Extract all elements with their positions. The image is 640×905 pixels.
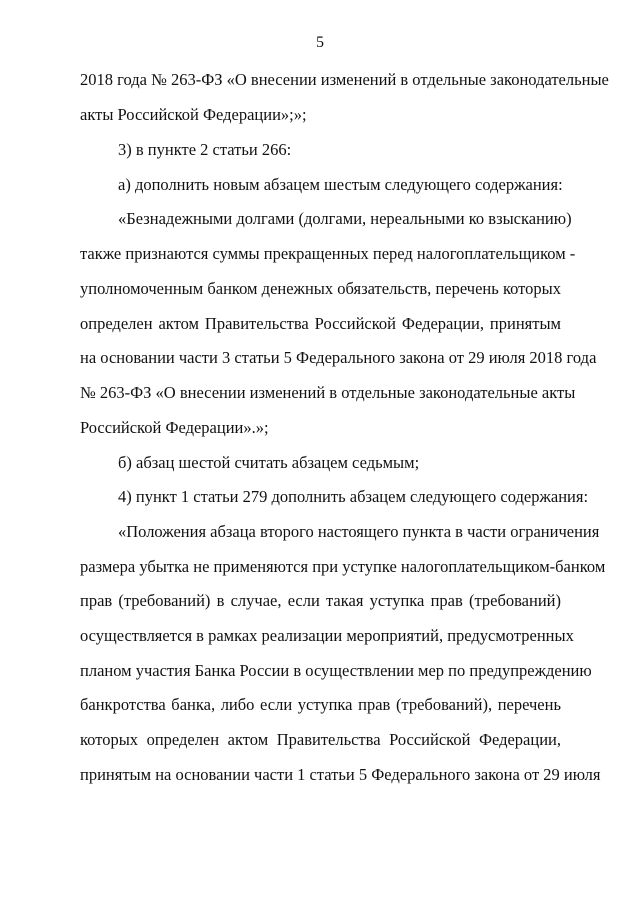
page-number: 5 xyxy=(316,34,324,51)
text-line: определен актом Правительства Российской Федерации, принятым xyxy=(80,314,561,333)
text-line: акты Российской Федерации»;»; xyxy=(80,105,307,124)
text-line: которых определен актом Правительства Российской Федерации, xyxy=(80,730,561,749)
text-line: «Положения абзаца второго настоящего пункта в части ограничения xyxy=(118,522,600,541)
text-line: № 263-ФЗ «О внесении изменений в отдельные законодательные акты xyxy=(80,383,576,402)
text-line: уполномоченным банком денежных обязательств, перечень которых xyxy=(80,279,561,298)
text-line: прав (требований) в случае, если такая уступка прав (требований) xyxy=(80,591,561,610)
text-line: планом участия Банка России в осуществлении мер по предупреждению xyxy=(80,661,592,680)
text-line: «Безнадежными долгами (долгами, нереальными ко взысканию) xyxy=(118,209,572,228)
text-line: размера убытка не применяются при уступке налогоплательщиком-банком xyxy=(80,557,606,576)
text-line: банкротства банка, либо если уступка прав (требований), перечень xyxy=(80,695,561,714)
text-line: 2018 года № 263-ФЗ «О внесении изменений в отдельные законодательные xyxy=(80,70,609,89)
text-line: а) дополнить новым абзацем шестым следующего содержания: xyxy=(118,175,563,194)
text-line: также признаются суммы прекращенных перед налогоплательщиком - xyxy=(80,244,576,263)
text-line: 3) в пункте 2 статьи 266: xyxy=(118,140,292,159)
text-line: принятым на основании части 1 статьи 5 Федерального закона от 29 июля xyxy=(80,765,601,784)
text-line: 4) пункт 1 статьи 279 дополнить абзацем следующего содержания: xyxy=(118,487,589,506)
text-line: осуществляется в рамках реализации мероприятий, предусмотренных xyxy=(80,626,574,645)
text-line: б) абзац шестой считать абзацем седьмым; xyxy=(118,453,420,472)
text-line: на основании части 3 статьи 5 Федерального закона от 29 июля 2018 года xyxy=(80,348,597,367)
text-line: Российской Федерации».»; xyxy=(80,418,269,437)
